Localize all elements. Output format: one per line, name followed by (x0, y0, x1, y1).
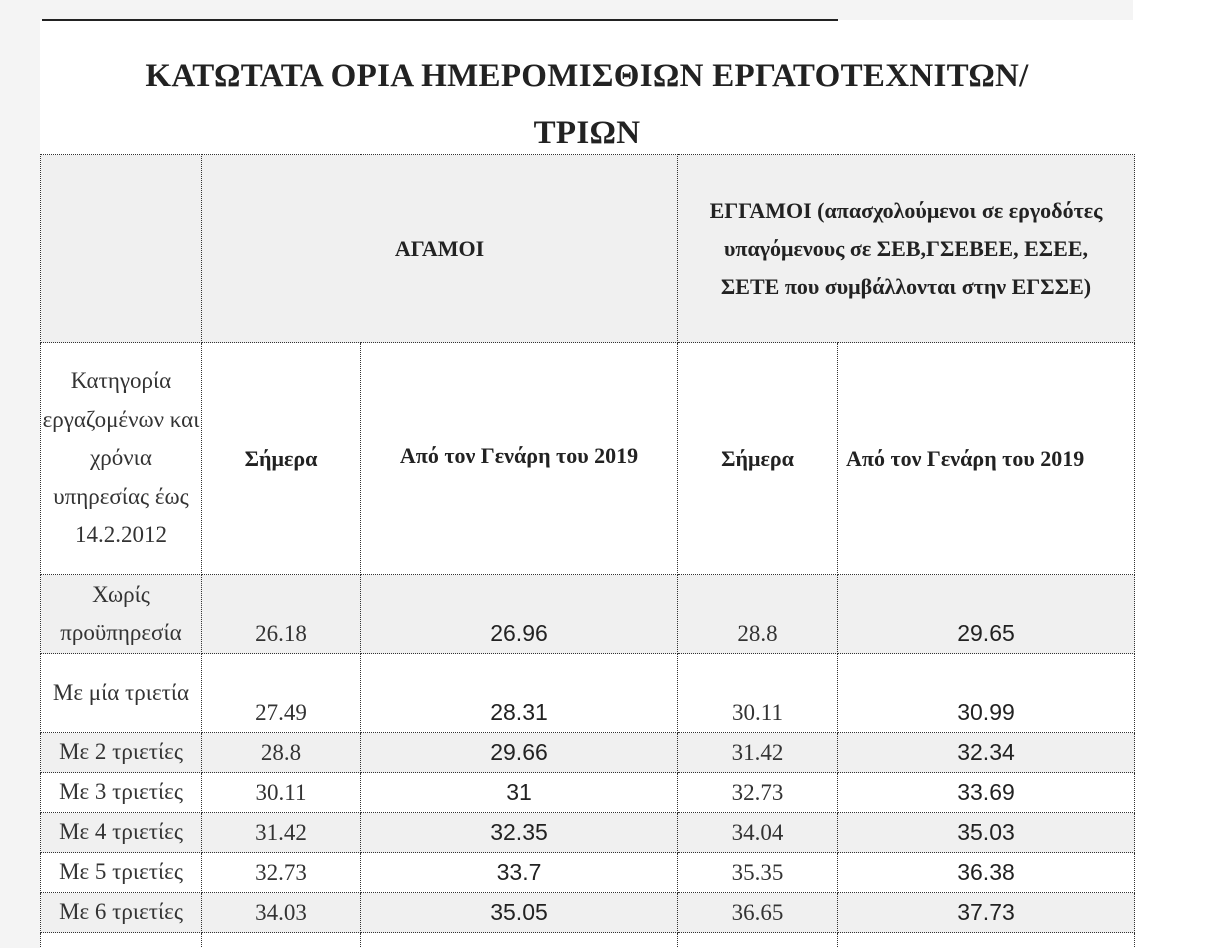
cell-married-today: 28.8 (678, 575, 838, 654)
column-header-married-today: Σήμερα (678, 343, 838, 575)
cell-unmarried-today: 31.42 (202, 813, 361, 853)
wage-table (40, 154, 1135, 948)
column-header-row (41, 343, 1135, 575)
title-line-1: ΚΑΤΩΤΑΤΑ ΟΡΙΑ ΗΜΕΡΟΜΙΣΘΙΩΝ ΕΡΓΑΤΟΤΕΧΝΙΤΩΝ/ (145, 58, 1029, 94)
cell-unmarried-today: 34.03 (202, 893, 361, 933)
cell-unmarried-today: 32.73 (202, 853, 361, 893)
cell-unmarried-today: 30.11 (202, 773, 361, 813)
cell-married-today: 35.35 (678, 853, 838, 893)
cell-unmarried-2019: 33.7 (361, 853, 678, 893)
cell-married-today: 30.11 (678, 654, 838, 733)
partial-cell (678, 933, 838, 948)
partial-cell (202, 933, 361, 948)
column-header-unmarried-today: Σήμερα (202, 343, 361, 575)
column-header-unmarried-2019: Από τον Γενάρη του 2019 (361, 343, 678, 575)
cell-married-2019: 29.65 (838, 575, 1135, 654)
row-label: Με 3 τριετίες (41, 773, 202, 813)
cell-married-2019: 32.34 (838, 733, 1135, 773)
partial-cell (41, 933, 202, 948)
table-row (41, 733, 1135, 773)
table-row (41, 654, 1135, 733)
row-label: Με 5 τριετίες (41, 853, 202, 893)
cell-married-today: 36.65 (678, 893, 838, 933)
page-margin-top (40, 0, 1133, 20)
row-label: Με 6 τριετίες (41, 893, 202, 933)
row-label: Με 4 τριετίες (41, 813, 202, 853)
partial-cell (838, 933, 1135, 948)
page-margin-right (1133, 0, 1226, 948)
column-header-married-2019: Από τον Γενάρη του 2019 (838, 343, 1135, 575)
cell-married-2019: 30.99 (838, 654, 1135, 733)
cell-married-today: 32.73 (678, 773, 838, 813)
cell-married-today: 31.42 (678, 733, 838, 773)
group-header-empty (41, 155, 202, 343)
group-header-married: ΕΓΓΑΜΟΙ (απασχολούμενοι σε εργοδότες υπαγόμενους σε ΣΕΒ,ΓΣΕΒΕΕ, ΕΣΕΕ, ΣΕΤΕ που συμβάλλονται στην ΕΓΣΣΕ) (678, 155, 1135, 343)
group-header-unmarried: ΑΓΑΜΟΙ (202, 155, 678, 343)
table-row (41, 893, 1135, 933)
title-line-2: ΤΡΙΩΝ (533, 115, 641, 151)
cell-married-today: 34.04 (678, 813, 838, 853)
row-label: Με 2 τριετίες (41, 733, 202, 773)
table-row (41, 813, 1135, 853)
cell-unmarried-2019: 32.35 (361, 813, 678, 853)
page-margin-left (0, 0, 40, 948)
cell-married-2019: 37.73 (838, 893, 1135, 933)
cell-unmarried-2019: 31 (361, 773, 678, 813)
table-row (41, 575, 1135, 654)
cell-unmarried-2019: 28.31 (361, 654, 678, 733)
column-header-category: Κατηγορία εργαζομένων και χρόνια υπηρεσίας έως 14.2.2012 (41, 343, 202, 575)
partial-cell (361, 933, 678, 948)
top-rule (42, 19, 838, 21)
cell-unmarried-today: 26.18 (202, 575, 361, 654)
table-row-partial (41, 933, 1135, 948)
cell-unmarried-today: 28.8 (202, 733, 361, 773)
row-label: Με μία τριετία (41, 654, 202, 733)
row-label: Χωρίς προϋπηρεσία (41, 575, 202, 654)
table-row (41, 853, 1135, 893)
cell-unmarried-2019: 35.05 (361, 893, 678, 933)
cell-married-2019: 36.38 (838, 853, 1135, 893)
group-header-row (41, 155, 1135, 343)
cell-unmarried-2019: 29.66 (361, 733, 678, 773)
page-title (42, 48, 1132, 162)
table-row (41, 773, 1135, 813)
cell-married-2019: 33.69 (838, 773, 1135, 813)
cell-married-2019: 35.03 (838, 813, 1135, 853)
cell-unmarried-2019: 26.96 (361, 575, 678, 654)
cell-unmarried-today: 27.49 (202, 654, 361, 733)
